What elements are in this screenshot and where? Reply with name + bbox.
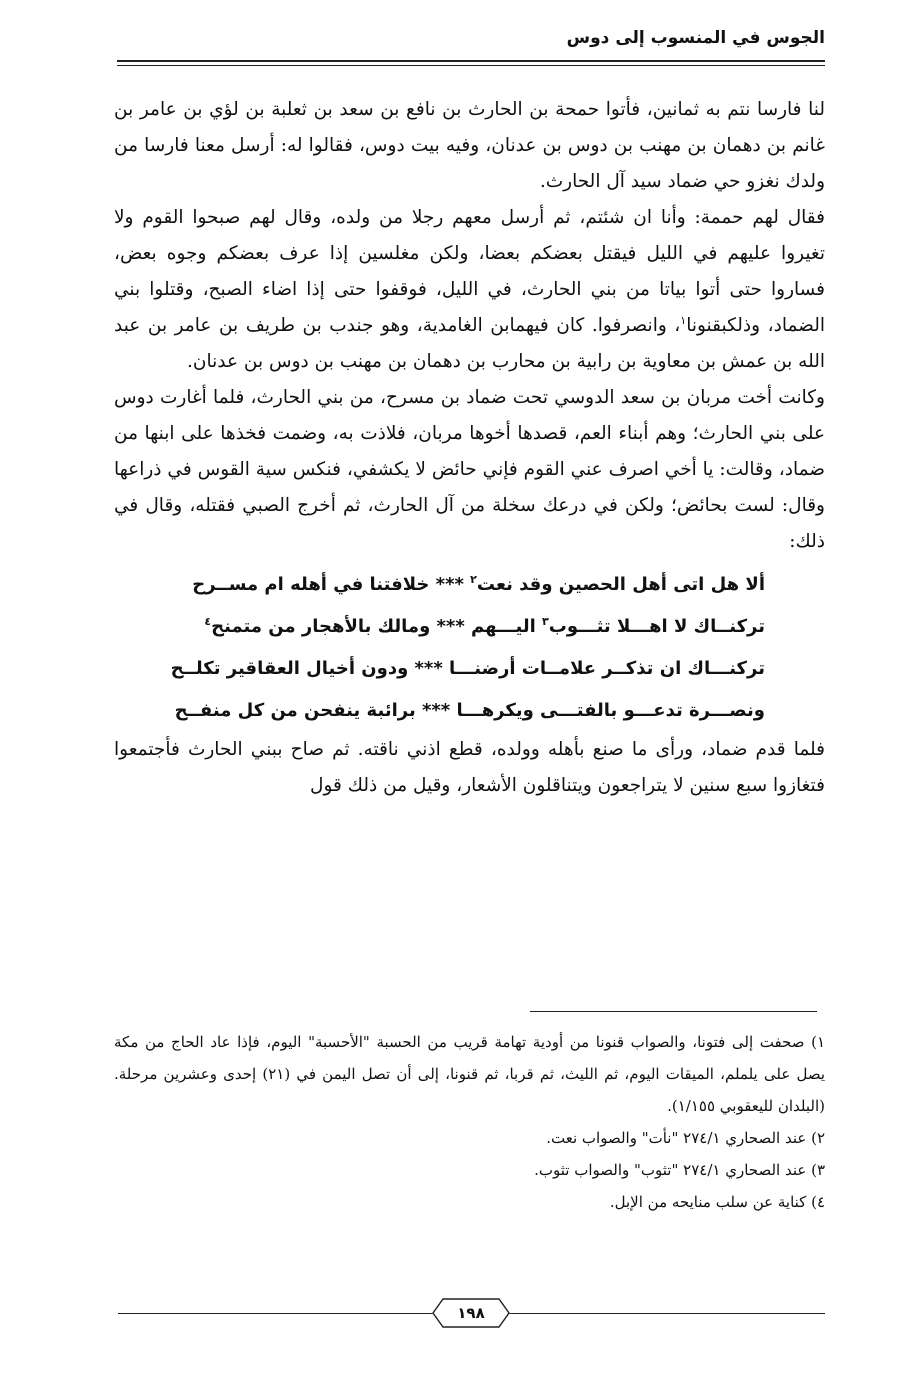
poem-verse-3: تركنـــاك ان تذكــر علامــات أرضنـــا *** ودون أخيال العقاقير تكلــح <box>170 658 765 679</box>
footnotes <box>114 1026 825 1218</box>
paragraph-2 <box>114 200 825 380</box>
footnote-ref-1: ١ <box>680 313 687 327</box>
header-rule-thick <box>117 60 825 62</box>
paragraph-4: فلما قدم ضماد، ورأى ما صنع بأهله وولده، قطع اذني ناقته. ثم صاح ببني الحارث فأجتمعوا فتغازوا سبع سنين لا يتراجعون ويتناقلون الأشعار، وقيل من ذلك قول <box>114 739 825 796</box>
footnote-4: ٤) كناية عن سلب منايحه من الإبل. <box>609 1193 825 1211</box>
footnote-1: ١) صحفت إلى فتونا، والصواب قنونا من أودية تهامة قريب من الحسبة "الأحسبة" اليوم، فإذا عاد الحاج من مكة يصل على يلملم، الميقات اليوم، ثم الليث، ثم قربا، ثم قنونا، إلى أن تصل اليمن في (٢١) إحدى وعشرين مرحلة. (البلدان لليعقوبي ١/١٥٥). <box>114 1033 825 1115</box>
poem <box>154 564 765 732</box>
poem-verse-1 <box>154 564 765 606</box>
verse-1-part-b: *** خلافتنا في أهله ام مســرح <box>192 574 471 595</box>
paragraph-2-part-b: ، وانصرفوا. كان فيهمابن الغامدية، وهو جندب بن طريف بن عامر بن عبد الله بن عمش بن معاوية بن رابية بن محارب بن دهمان بن مهنب بن دوس بن عدنان. <box>114 315 825 372</box>
running-head-title: الجوس في المنسوب إلى دوس <box>566 28 825 48</box>
verse-1-part-a: ألا هل اتى أهل الحصين وقد نعت <box>476 574 765 595</box>
footnote-3: ٣) عند الصحاري ٢٧٤/١ "تثوب" والصواب تثوب. <box>534 1161 825 1179</box>
paragraph-1: لنا فارسا نتم به ثمانين، فأتوا حمحة بن الحارث بن نافع بن سعد بن ثعلبة بن لؤي بن عامر بن غانم بن دهمان بن مهنب بن دوس بن عدنان، وفيه بيت دوس، فقالوا له: أرسل معنا فارسا من ولدك نغزو حي ضماد سيد آل الحارث. <box>114 99 825 192</box>
header-rule-thin <box>117 65 825 66</box>
paragraph-2-part-a: فقال لهم حممة: وأنا ان شئتم، ثم أرسل معهم رجلا من ولده، وقال لهم صبحوا القوم ولا تغيروا عليهم في الليل فيقتل بعضكم بعضا، ولكن مغلسين إذا عرف بعضكم وجوه بعض، فساروا حتى أتوا بياتا من بني الحارث، في الليل، فوقفوا حتى إذا اضاء الصبح، وقتلوا بني الضماد، وذلكبقنونا <box>114 207 825 336</box>
verse-2-part-a: تركنــاك لا اهـــلا تثـــوب <box>548 616 765 637</box>
footnote-ref-3: ٣ <box>542 615 549 628</box>
verse-2-part-b: اليـــهم *** ومالك بالأهجار من متمنح <box>211 616 543 637</box>
page-number: ١٩٨ <box>457 1304 485 1322</box>
poem-verse-2 <box>154 606 765 648</box>
footnote-ref-4: ٤ <box>204 615 212 628</box>
poem-verse-4: ونصـــرة تدعـــو بالفتـــى ويكرهـــا *** برائبة ينفحن من كل منفــح <box>174 700 765 721</box>
paragraph-3: وكانت أخت مربان بن سعد الدوسي تحت ضماد بن مسرح، من بني الحارث، فلما أغارت دوس على بني الحارث؛ وهم أبناء العم، قصدها أخوها مربان، فلاذت به، وضمت فخذها على ابنها من ضماد، وقالت: يا أخي اصرف عني القوم فإني حائض لا يكشفي، فنكس سية القوس في ذراعها وقال: لست بحائض؛ ولكن في درعك سخلة من آل الحارث، ثم أخرج الصبي فقتله، وقال في ذلك: <box>114 387 825 552</box>
footnote-2: ٢) عند الصحاري ٢٧٤/١ "نأت" والصواب نعت. <box>546 1129 825 1147</box>
footnote-ref-2: ٢ <box>470 573 477 586</box>
footnote-separator <box>530 1011 817 1012</box>
main-text <box>114 92 825 804</box>
